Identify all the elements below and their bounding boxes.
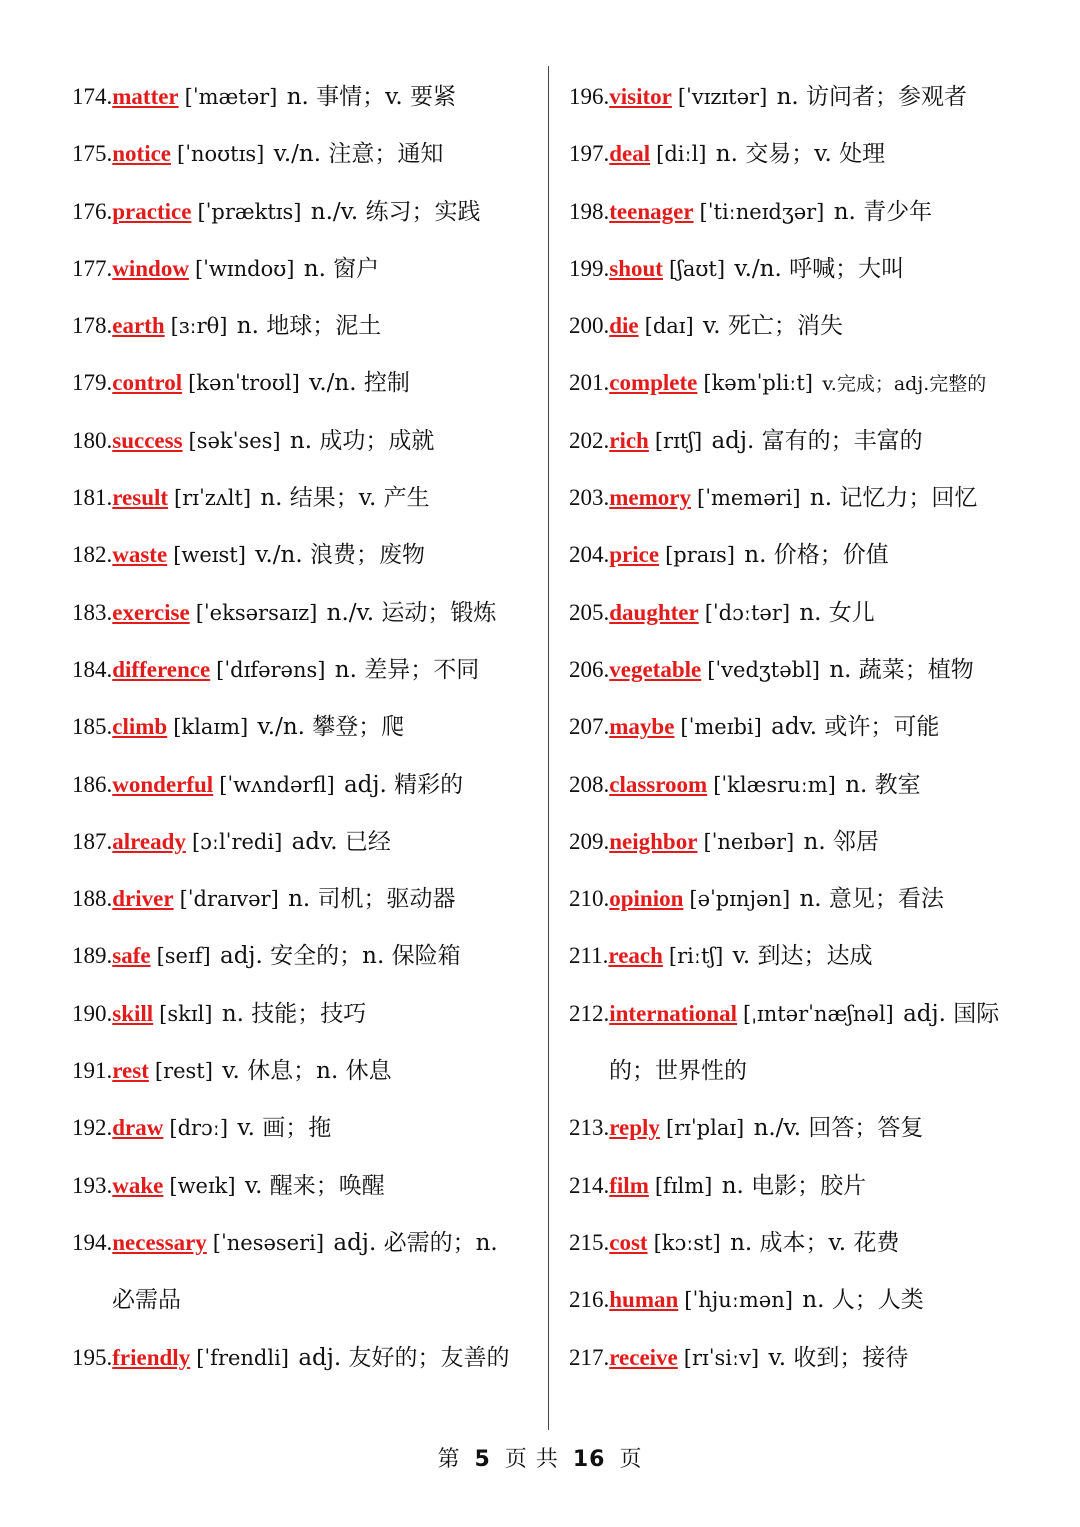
entry-meaning: v.完成；adj.完整的 — [822, 373, 987, 396]
vocab-entry — [569, 354, 1074, 411]
vocab-entry — [72, 297, 542, 354]
entry-number: 184. — [72, 656, 113, 682]
page-footer — [0, 1442, 1080, 1473]
entry-word: visitor — [609, 84, 672, 109]
entry-number: 209. — [569, 828, 610, 854]
entry-word: earth — [112, 313, 165, 339]
entry-meaning-continued: 的；世界性的 — [609, 1058, 747, 1085]
entry-number: 183. — [72, 599, 113, 625]
vocab-entry — [569, 240, 1074, 297]
entry-phonetic: [ˈmeɪbi] — [680, 715, 762, 740]
entry-number: 211. — [569, 943, 609, 969]
entry-meaning: v./n. 呼喊；大叫 — [734, 255, 905, 282]
entry-phonetic: [ʃaʊt] — [668, 256, 726, 281]
entry-word: memory — [609, 485, 691, 511]
entry-word: neighbor — [609, 828, 698, 854]
entry-number: 216. — [569, 1287, 610, 1313]
entry-word: deal — [609, 141, 651, 167]
entry-phonetic: [rest] — [154, 1059, 213, 1084]
entry-number: 214. — [569, 1172, 610, 1198]
vocab-entry — [569, 469, 1074, 526]
entry-word: reply — [609, 1115, 660, 1141]
entry-phonetic: [rɪˈsiːv] — [683, 1345, 760, 1370]
vocab-entry — [569, 125, 1074, 182]
entry-word: rich — [609, 427, 649, 453]
entry-word: skill — [112, 1000, 154, 1026]
entry-phonetic: [fɪlm] — [654, 1173, 713, 1198]
entry-word: already — [112, 828, 186, 854]
entry-word: wonderful — [112, 771, 214, 797]
entry-word: complete — [609, 370, 698, 396]
entry-number: 195. — [72, 1344, 113, 1370]
vocab-entry — [72, 584, 542, 641]
entry-phonetic: [ˈwɪndoʊ] — [194, 256, 295, 281]
entry-phonetic: [səkˈses] — [188, 428, 281, 453]
vocab-entry — [569, 526, 1074, 583]
entry-word: draw — [112, 1115, 164, 1141]
entry-meaning: adj. 安全的；n. 保险箱 — [219, 943, 461, 970]
vocab-entry — [72, 526, 542, 583]
entry-word: rest — [112, 1058, 149, 1084]
vocab-entry — [72, 1042, 542, 1099]
entry-meaning: v./n. 控制 — [309, 370, 410, 397]
entry-phonetic: [kɔːst] — [653, 1230, 721, 1255]
entry-word: shout — [609, 255, 663, 281]
entry-number: 177. — [72, 255, 113, 281]
entry-phonetic: [ˈmætər] — [184, 85, 278, 109]
vocab-entry — [72, 68, 542, 125]
entry-word: driver — [112, 886, 174, 912]
entry-number: 179. — [72, 370, 113, 396]
entry-number: 213. — [569, 1115, 610, 1141]
entry-word: classroom — [609, 771, 708, 797]
vocab-entry — [569, 698, 1074, 755]
entry-word: receive — [609, 1344, 678, 1370]
vocab-entry — [72, 240, 542, 297]
entry-meaning: adj. 必需的；n. — [333, 1229, 498, 1256]
entry-phonetic: [ˈdɔːtər] — [704, 600, 791, 625]
entry-number: 210. — [569, 886, 610, 912]
entry-phonetic: [ˈmeməri] — [697, 486, 801, 511]
entry-number: 174. — [72, 84, 113, 109]
entry-number: 203. — [569, 485, 610, 511]
entry-word: difference — [112, 656, 211, 682]
entry-number: 197. — [569, 141, 610, 167]
entry-meaning: n. 访问者；参观者 — [776, 84, 968, 110]
entry-phonetic: [ˈnesəseri] — [212, 1230, 325, 1255]
entry-number: 196. — [569, 84, 610, 109]
vocab-entry — [72, 985, 542, 1042]
entry-meaning: v./n. 攀登；爬 — [257, 714, 405, 741]
entry-word: practice — [112, 198, 192, 224]
entry-number: 182. — [72, 542, 113, 568]
entry-number: 190. — [72, 1000, 113, 1026]
entry-meaning: n. 交易；v. 处理 — [715, 141, 886, 168]
entry-number: 189. — [72, 943, 113, 969]
entry-phonetic: [drɔː] — [169, 1116, 229, 1141]
entry-word: price — [609, 542, 660, 568]
entry-number: 180. — [72, 427, 113, 453]
entry-meaning: n. 教室 — [845, 771, 921, 798]
entry-meaning: n. 成功；成就 — [289, 427, 435, 454]
entry-word: film — [609, 1172, 649, 1198]
vocab-entry — [72, 641, 542, 698]
entry-number: 185. — [72, 714, 113, 740]
entry-meaning: adj. 国际 — [903, 1000, 1000, 1027]
entry-word: friendly — [112, 1344, 191, 1370]
vocab-entry — [569, 297, 1074, 354]
entry-word: cost — [609, 1229, 648, 1255]
entry-meaning: v. 醒来；唤醒 — [244, 1172, 385, 1199]
vocab-entry — [569, 927, 1074, 984]
entry-meaning: n. 技能；技巧 — [221, 1000, 367, 1027]
entry-word: teenager — [609, 198, 694, 224]
entry-phonetic: [ˈwʌndərfl] — [219, 772, 335, 797]
entry-phonetic: [riːtʃ] — [668, 944, 724, 969]
entry-phonetic: [ˈpræktɪs] — [197, 199, 302, 224]
entry-meaning: n. 地球；泥土 — [236, 313, 382, 340]
entry-phonetic: [rɪˈzʌlt] — [174, 486, 252, 511]
entry-word: climb — [112, 714, 168, 740]
entry-meaning: n. 意见；看法 — [799, 886, 944, 913]
entry-meaning: adj. 富有的；丰富的 — [711, 427, 923, 454]
entry-meaning: n. 结果；v. 产生 — [260, 485, 430, 512]
entry-number: 192. — [72, 1115, 113, 1141]
entry-word: maybe — [609, 714, 675, 740]
right-column — [569, 68, 1074, 1386]
entry-number: 194. — [72, 1229, 113, 1255]
entry-phonetic: [ɔːlˈredi] — [191, 829, 283, 854]
entry-meaning: n. 电影；胶片 — [721, 1172, 867, 1199]
entry-meaning: adv. 或许；可能 — [771, 714, 940, 741]
entry-phonetic: [kənˈtroʊl] — [188, 371, 300, 396]
entry-phonetic: [kəmˈpliːt] — [703, 371, 814, 396]
entry-phonetic: [ˌɪntərˈnæʃnəl] — [743, 1001, 894, 1026]
entry-meaning: n./v. 回答；答复 — [753, 1115, 924, 1142]
vocab-entry — [569, 1157, 1074, 1214]
entry-number: 187. — [72, 828, 113, 854]
entry-meaning: n. 蔬菜；植物 — [829, 656, 974, 683]
entry-phonetic: [ˈneɪbər] — [703, 829, 795, 854]
entry-meaning: n. 青少年 — [833, 198, 933, 225]
entry-phonetic: [ˈtiːneɪdʒər] — [699, 199, 825, 224]
entry-number: 193. — [72, 1172, 113, 1198]
left-column — [72, 68, 542, 1386]
entry-phonetic: [weɪk] — [169, 1173, 236, 1198]
entry-word: opinion — [609, 886, 684, 912]
entry-meaning: v. 休息；n. 休息 — [222, 1058, 392, 1085]
entry-meaning: n. 女儿 — [799, 599, 875, 626]
vocab-entry — [72, 183, 542, 240]
entry-word: vegetable — [609, 656, 702, 682]
entry-meaning: n. 邻居 — [803, 828, 879, 855]
entry-phonetic: [praɪs] — [665, 543, 735, 568]
entry-phonetic: [ˈeksərsaɪz] — [195, 600, 318, 625]
entry-meaning: n. 差异；不同 — [334, 656, 480, 683]
entry-word: necessary — [112, 1229, 207, 1255]
entry-word: matter — [112, 84, 179, 109]
entry-number: 200. — [569, 313, 610, 339]
vocab-entry — [569, 756, 1074, 813]
entry-phonetic: [əˈpɪnjən] — [689, 887, 791, 912]
entry-number: 175. — [72, 141, 113, 167]
vocab-entry — [569, 985, 1074, 1100]
entry-number: 207. — [569, 714, 610, 740]
entry-number: 205. — [569, 599, 610, 625]
entry-meaning: n. 记忆力；回忆 — [809, 485, 978, 512]
entry-word: success — [112, 427, 183, 453]
entry-phonetic: [ˈdɪfərəns] — [216, 657, 326, 682]
entry-number: 215. — [569, 1229, 610, 1255]
entry-phonetic: [weɪst] — [173, 543, 246, 568]
vocab-entry — [72, 1329, 542, 1386]
footer-page-number: 5 — [474, 1447, 491, 1472]
entry-meaning: v. 画；拖 — [237, 1115, 332, 1142]
vocab-entry — [72, 469, 542, 526]
entry-meaning: v. 收到；接待 — [768, 1344, 909, 1371]
entry-meaning: n. 价格；价值 — [744, 542, 889, 569]
entry-meaning: v./n. 浪费；废物 — [255, 542, 425, 569]
vocab-entry — [569, 584, 1074, 641]
vocab-entry — [72, 1157, 542, 1214]
vocab-entry — [569, 870, 1074, 927]
entry-number: 181. — [72, 485, 113, 511]
entry-number: 204. — [569, 542, 610, 568]
entry-number: 208. — [569, 771, 610, 797]
vocab-entry — [72, 927, 542, 984]
entry-meaning: n. 成本；v. 花费 — [730, 1229, 900, 1256]
entry-meaning: adj. 友好的；友善的 — [298, 1344, 510, 1371]
entry-phonetic: [seɪf] — [156, 944, 211, 969]
entry-meaning: n. 司机；驱动器 — [288, 886, 456, 913]
entry-word: safe — [112, 943, 151, 969]
vocab-entry — [72, 125, 542, 182]
vocab-entry — [72, 698, 542, 755]
footer-total-pages: 16 — [572, 1447, 606, 1472]
entry-word: human — [609, 1287, 679, 1313]
column-divider — [548, 66, 549, 1430]
vocab-entry — [569, 412, 1074, 469]
vocab-entry — [569, 183, 1074, 240]
entry-word: die — [609, 313, 639, 339]
entry-word: result — [112, 485, 169, 511]
entry-phonetic: [ˈhjuːmən] — [684, 1288, 793, 1313]
footer-prefix: 第 — [437, 1447, 461, 1472]
entry-number: 201. — [569, 370, 610, 396]
entry-phonetic: [ˈnoʊtɪs] — [177, 142, 265, 167]
vocab-entry — [569, 1214, 1074, 1271]
entry-number: 199. — [569, 255, 610, 281]
entry-phonetic: [klaɪm] — [173, 715, 249, 740]
entry-phonetic: [skɪl] — [159, 1001, 213, 1026]
entry-number: 178. — [72, 313, 113, 339]
entry-word: wake — [112, 1172, 164, 1198]
entry-number: 217. — [569, 1344, 610, 1370]
entry-meaning: adv. 已经 — [291, 828, 391, 855]
entry-meaning: n. 人；人类 — [802, 1287, 924, 1314]
vocab-entry — [72, 756, 542, 813]
vocab-entry — [569, 1271, 1074, 1328]
entry-phonetic: [ˈfrendli] — [196, 1345, 290, 1370]
entry-meaning: n./v. 运动；锻炼 — [326, 599, 497, 626]
entry-meaning: v. 死亡；消失 — [703, 313, 843, 340]
vocab-entry — [72, 870, 542, 927]
entry-number: 176. — [72, 198, 113, 224]
vocab-entry — [72, 1214, 542, 1329]
footer-middle: 页 共 — [504, 1447, 559, 1472]
entry-number: 202. — [569, 427, 610, 453]
entry-phonetic: [daɪ] — [644, 314, 694, 339]
vocab-entry — [569, 813, 1074, 870]
entry-word: reach — [608, 943, 663, 969]
entry-word: control — [112, 370, 183, 396]
entry-word: international — [609, 1000, 738, 1026]
entry-phonetic: [ˈdraɪvər] — [179, 887, 279, 912]
entry-meaning: adj. 精彩的 — [343, 771, 464, 798]
entry-number: 191. — [72, 1058, 113, 1084]
entry-word: waste — [112, 542, 168, 568]
entry-phonetic: [ˈklæsruːm] — [713, 772, 836, 797]
entry-meaning-continued: 必需品 — [112, 1287, 181, 1314]
entry-phonetic: [rɪtʃ] — [654, 428, 703, 453]
entry-number: 188. — [72, 886, 113, 912]
entry-meaning: v. 到达；达成 — [732, 943, 873, 970]
entry-word: daughter — [609, 599, 699, 625]
entry-number: 198. — [569, 198, 610, 224]
entry-word: exercise — [112, 599, 190, 625]
vocab-entry — [569, 641, 1074, 698]
vocab-entry — [72, 354, 542, 411]
entry-phonetic: [ɜːrθ] — [170, 314, 228, 339]
vocab-entry — [72, 1099, 542, 1156]
vocab-entry — [569, 1099, 1074, 1156]
entry-meaning: n. 窗户 — [303, 255, 380, 282]
vocab-entry — [72, 412, 542, 469]
entry-number: 206. — [569, 656, 610, 682]
entry-phonetic: [ˈvɪzɪtər] — [677, 85, 768, 109]
entry-phonetic: [diːl] — [656, 142, 707, 167]
footer-suffix: 页 — [619, 1447, 643, 1472]
entry-meaning: n./v. 练习；实践 — [310, 198, 481, 225]
entry-number: 186. — [72, 771, 113, 797]
entry-phonetic: [rɪˈplaɪ] — [665, 1116, 745, 1141]
vocab-entry — [72, 813, 542, 870]
entry-number: 212. — [569, 1000, 610, 1026]
vocab-entry — [569, 68, 1074, 125]
entry-word: window — [112, 255, 189, 281]
entry-meaning: v./n. 注意；通知 — [273, 141, 444, 168]
entry-word: notice — [112, 141, 172, 167]
entry-meaning: n. 事情；v. 要紧 — [286, 84, 457, 110]
entry-phonetic: [ˈvedʒtəbl] — [707, 657, 820, 682]
vocab-entry — [569, 1329, 1074, 1386]
